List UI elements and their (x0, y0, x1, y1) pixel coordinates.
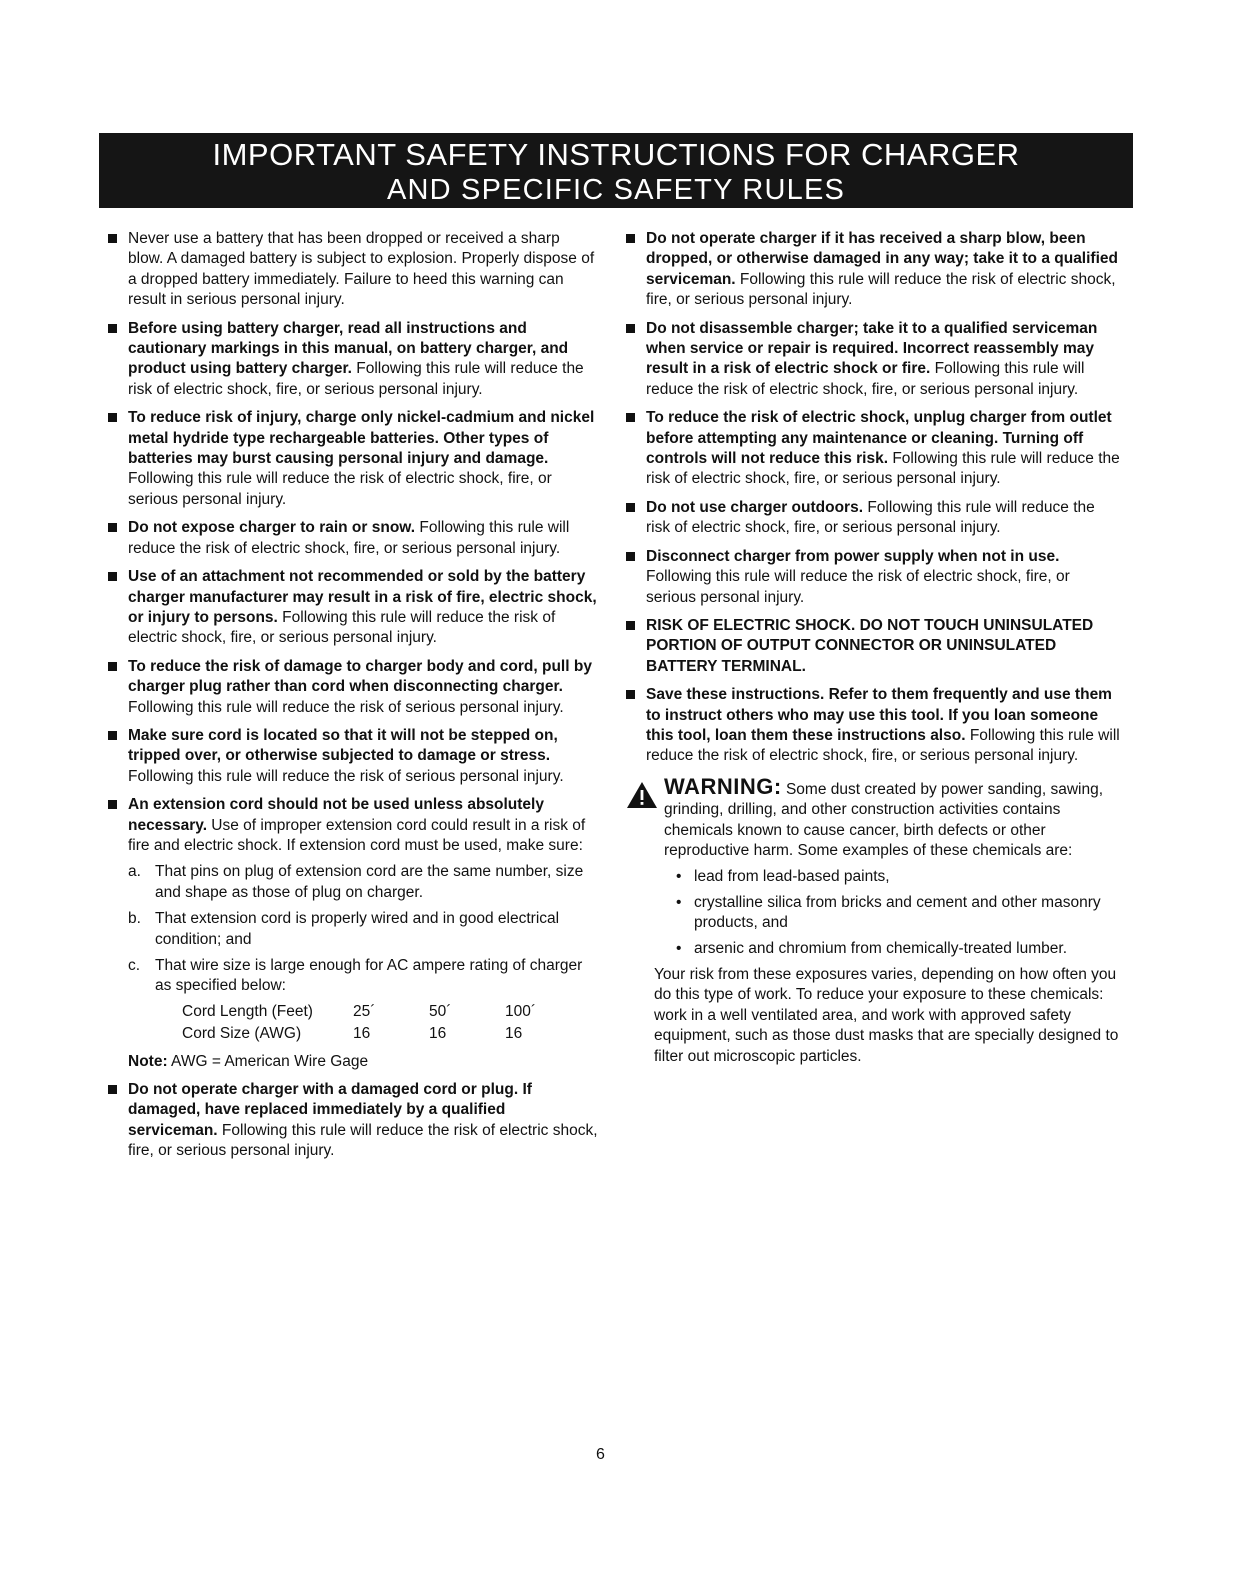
awg-note: Note: AWG = American Wire Gage (128, 1052, 369, 1070)
cord-size-table (182, 1001, 581, 1046)
rule-item: Make sure cord is located so that it will not be stepped on, tripped over, or otherwise subjected to damage or stress. Following this rule will reduce the risk of serious personal injury. (108, 726, 598, 787)
extension-cord-conditions (128, 862, 598, 1072)
warning-triangle-icon (626, 781, 658, 809)
condition-item: c. That wire size is large enough for AC ampere rating of charger as specified below: Cord Length (Feet) 25´ 50´ 100´ Cord Size (AWG) 16 16 16 (128, 956, 598, 1046)
warning-block (626, 773, 1121, 1067)
list-item: • lead from lead-based paints, (676, 867, 1121, 887)
rule-item: To reduce the risk of electric shock, unplug charger from outlet before attempting any maintenance or cleaning. Turning off controls will not reduce this risk. Following this rule will reduce the risk of electric shock, fire, or serious personal injury. (626, 408, 1121, 490)
exposure-risk-text: Your risk from these exposures varies, depending on how often you do this type of work. To reduce your exposure to these chemicals: work in a well ventilated area, and work with approved safety equipment, such as those dust masks that are specially designed to filter out microscopic particles. (654, 966, 1119, 1065)
condition-item: b. That extension cord is properly wired and in good electrical condition; and (128, 910, 560, 948)
rule-item: Do not disassemble charger; take it to a qualified serviceman when service or repair is required. Incorrect reassembly may result in a risk of electric shock or fire. Following this rule will reduce the risk of electric shock, fire, or serious personal injury. (626, 319, 1121, 401)
table-row: Cord Size (AWG) 16 16 16 (182, 1025, 523, 1043)
warning-title: WARNING: (664, 773, 782, 799)
rule-item: Do not expose charger to rain or snow. Following this rule will reduce the risk of electric shock, fire, or serious personal injury. (108, 518, 598, 559)
rule-item: Save these instructions. Refer to them frequently and use them to instruct others who may use this tool. If you loan someone this tool, loan them these instructions also. Following this rule will reduce the risk of electric shock, fire, or serious personal injury. (626, 685, 1121, 767)
left-rule-list (108, 229, 598, 1162)
condition-item: a. That pins on plug of extension cord are the same number, size and shape as those of plug on charger. (128, 863, 584, 901)
chemical-list (676, 867, 1121, 959)
rule-item: Before using battery charger, read all instructions and cautionary markings in this manual, on battery charger, and product using battery charger. Following this rule will reduce the risk of electric shock, fire, or serious personal injury. (108, 319, 598, 401)
list-item: • crystalline silica from bricks and cement and other masonry products, and (676, 893, 1121, 934)
table-row: Cord Length (Feet) 25´ 50´ 100´ (182, 1002, 537, 1020)
rule-item: Do not operate charger if it has received a sharp blow, been dropped, or otherwise damaged in any way; take it to a qualified serviceman. Following this rule will reduce the risk of electric shock, fire, or serious personal injury. (626, 229, 1121, 311)
title-line-1: IMPORTANT SAFETY INSTRUCTIONS FOR CHARGER (212, 137, 1020, 172)
rule-item-extension-cord: An extension cord should not be used unless absolutely necessary. Use of improper extension cord could result in a risk of fire and electric shock. If extension cord must be used, make sure: a. That pins on plug of extension cord are the same number, size and shape as those of plug on charger. b. That extension cord is properly wired and in good electrical condition; and c. That wire size is large enough for AC ampere rating of charger as specified below: Cord Length (Feet) 25´ 50´ 100´ Cord Size (AWG) 16 16 16 Note: AWG = American Wire Gage (108, 795, 598, 1072)
right-column (626, 229, 1121, 1067)
title-line-2: AND SPECIFIC SAFETY RULES (386, 174, 846, 206)
rule-item: RISK OF ELECTRIC SHOCK. DO NOT TOUCH UNINSULATED PORTION OF OUTPUT CONNECTOR OR UNINSULATED BATTERY TERMINAL. (626, 616, 1121, 677)
rule-item: To reduce risk of injury, charge only nickel-cadmium and nickel metal hydride type rechargeable batteries. Other types of batteries may burst causing personal injury and damage. Following this rule will reduce the risk of electric shock, fire, or serious personal injury. (108, 408, 598, 510)
rule-item: Use of an attachment not recommended or sold by the battery charger manufacturer may result in a risk of fire, electric shock, or injury to persons. Following this rule will reduce the risk of electric shock, fire, or serious personal injury. (108, 567, 598, 649)
warning-text (664, 773, 1121, 862)
rule-item: Do not use charger outdoors. Following this rule will reduce the risk of electric shock, fire, or serious personal injury. (626, 498, 1121, 539)
rule-item: Disconnect charger from power supply when not in use. Following this rule will reduce the risk of electric shock, fire, or serious personal injury. (626, 547, 1121, 608)
warning-intro: Some dust created by power sanding, sawing, grinding, drilling, and other construction activities contains chemicals known to cause cancer, birth defects or other reproductive harm. Some examples of these chemicals are: (664, 780, 1104, 859)
page-title-banner (99, 133, 1133, 208)
page-number: 6 (596, 1446, 605, 1463)
list-item: • arsenic and chromium from chemically-treated lumber. (676, 939, 1121, 959)
rule-item: Never use a battery that has been dropped or received a sharp blow. A damaged battery is subject to explosion. Properly dispose of a dropped battery immediately. Failure to heed this warning can result in serious personal injury. (108, 229, 598, 311)
right-rule-list (626, 229, 1121, 767)
left-column (108, 229, 598, 1170)
rule-item: Do not operate charger with a damaged cord or plug. If damaged, have replaced immediately by a qualified serviceman. Following this rule will reduce the risk of electric shock, fire, or serious personal injury. (108, 1080, 598, 1162)
rule-item: To reduce the risk of damage to charger body and cord, pull by charger plug rather than cord when disconnecting charger. Following this rule will reduce the risk of serious personal injury. (108, 657, 598, 718)
